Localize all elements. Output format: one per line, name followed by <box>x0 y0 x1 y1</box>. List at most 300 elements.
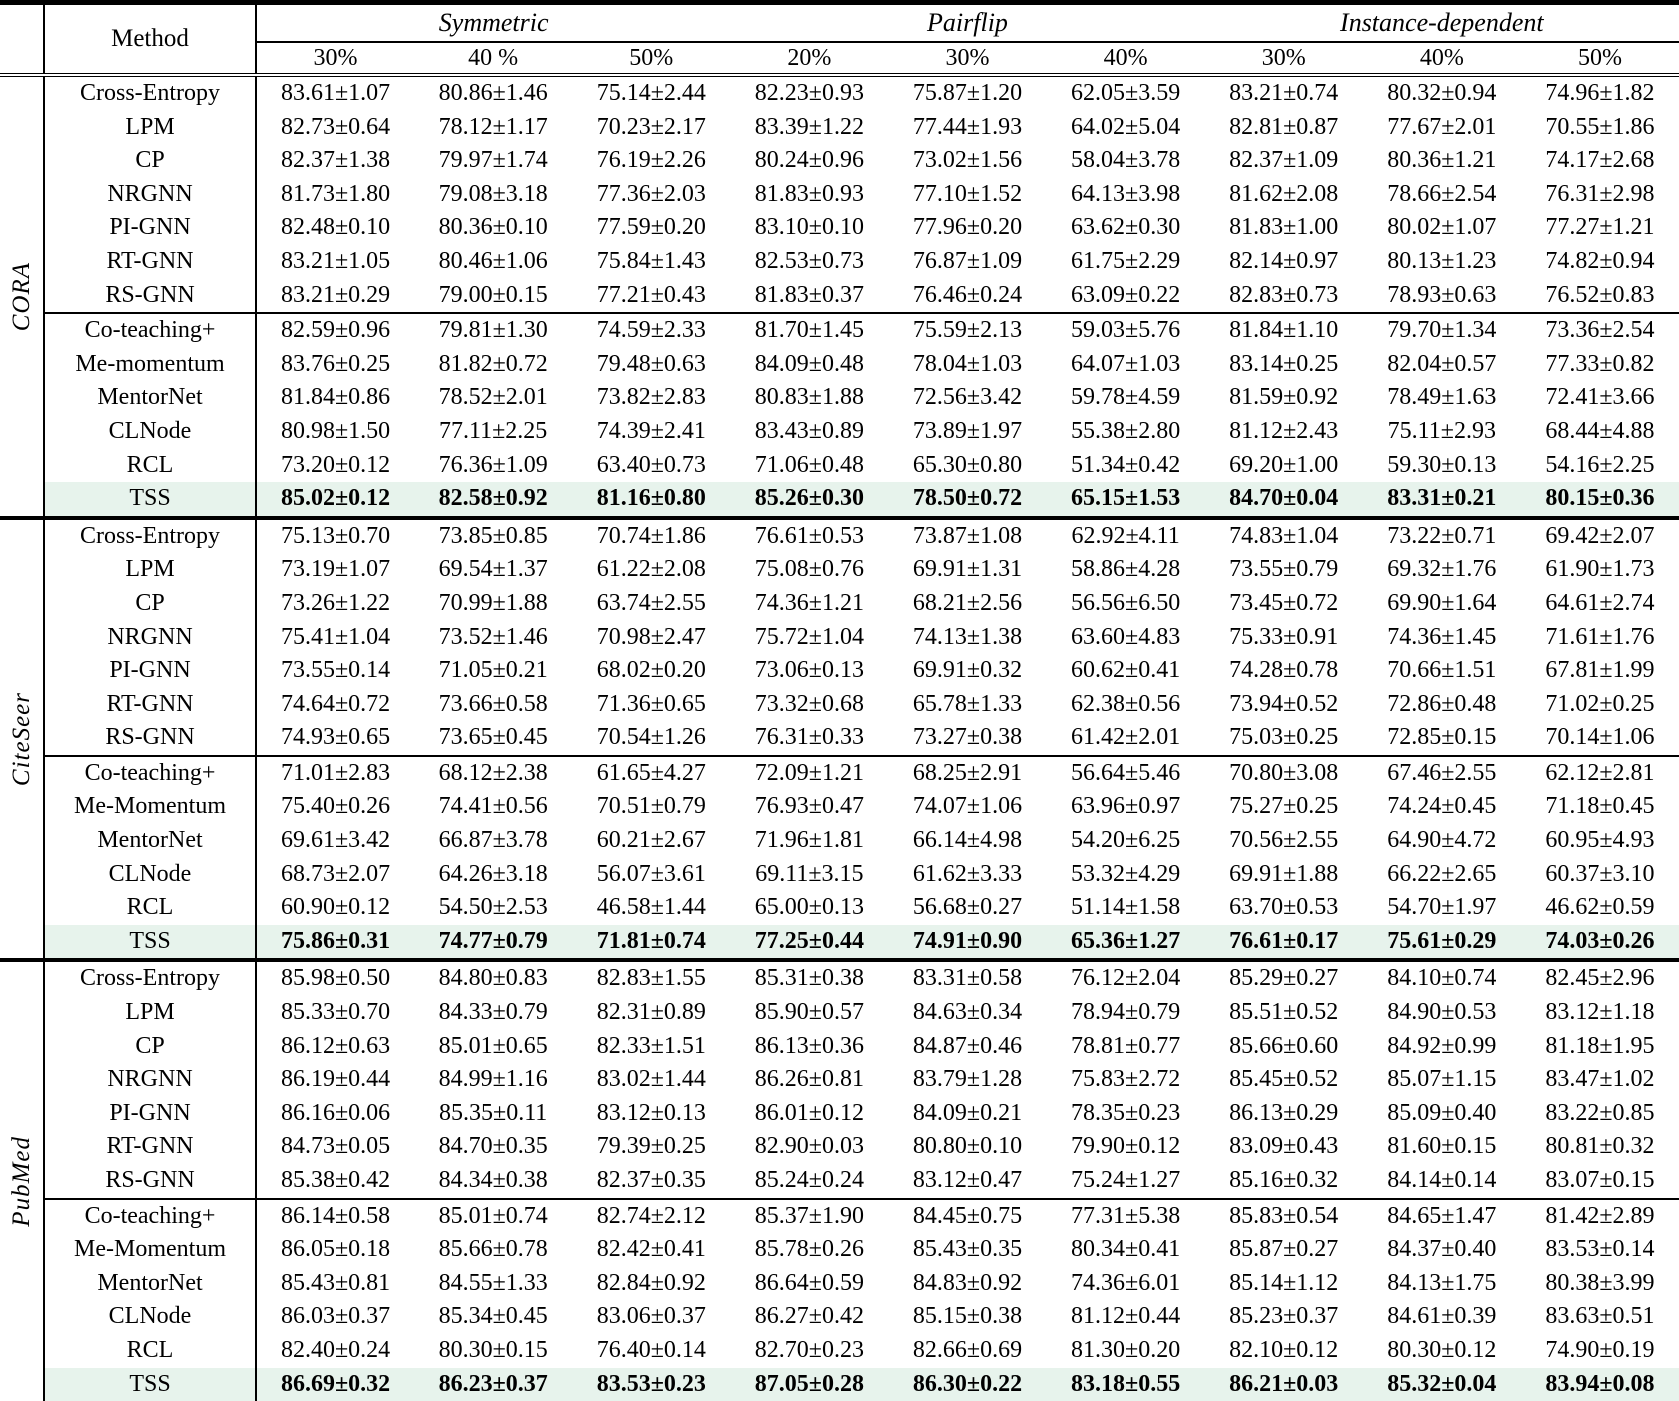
cell-value: 83.12±0.13 <box>596 1099 706 1126</box>
cell-value: 83.02±1.44 <box>596 1066 706 1093</box>
cell-value: 83.94±0.08 <box>1521 1368 1679 1401</box>
cell-value: 73.45±0.72 <box>1229 589 1339 616</box>
cell-value: 83.21±1.05 <box>280 247 391 274</box>
cell-value: 56.68±0.27 <box>912 894 1023 921</box>
cell-value: 56.07±3.61 <box>596 860 706 887</box>
table-row <box>0 1097 1679 1131</box>
cell-value: 82.04±0.57 <box>1387 350 1497 377</box>
cell-value: 46.58±1.44 <box>596 894 706 921</box>
cell-value: 85.38±0.42 <box>280 1167 391 1193</box>
cell-value: 80.30±0.15 <box>438 1336 548 1363</box>
cell-value: 82.53±0.73 <box>754 247 864 274</box>
cell-value: 79.70±1.34 <box>1363 313 1521 348</box>
cell-value: 74.03±0.26 <box>1521 925 1679 961</box>
col-header: 30% <box>888 42 1046 75</box>
cell-value: 82.48±0.10 <box>280 214 391 241</box>
method-name: Cross-Entropy <box>44 960 256 996</box>
cell-value: 73.06±0.13 <box>754 657 864 684</box>
cell-value: 86.30±0.22 <box>888 1368 1046 1401</box>
cell-value: 72.85±0.15 <box>1387 724 1497 751</box>
cell-value: 74.64±0.72 <box>280 690 391 717</box>
cell-value: 81.59±0.92 <box>1229 384 1339 411</box>
col-header: 40% <box>1363 42 1521 75</box>
cell-value: 55.38±2.80 <box>1071 417 1181 444</box>
cell-value: 77.96±0.20 <box>912 214 1023 241</box>
cell-value: 85.24±0.24 <box>754 1167 864 1193</box>
cell-value: 84.65±1.47 <box>1363 1199 1521 1234</box>
table-row <box>0 891 1679 925</box>
cell-value: 78.66±2.54 <box>1387 180 1497 207</box>
cell-value: 73.66±0.58 <box>438 690 548 717</box>
cell-value: 82.74±2.12 <box>572 1199 730 1234</box>
method-name: Cross-Entropy <box>44 518 256 554</box>
method-name: CP <box>44 587 256 621</box>
cell-value: 82.14±0.97 <box>1229 247 1339 274</box>
cell-value: 64.02±5.04 <box>1071 113 1181 140</box>
cell-value: 85.26±0.30 <box>730 482 888 518</box>
method-name: CP <box>44 144 256 178</box>
cell-value: 78.93±0.63 <box>1387 281 1497 308</box>
cell-value: 54.70±1.97 <box>1387 894 1497 921</box>
cell-value: 73.55±0.14 <box>280 657 391 684</box>
cell-value: 82.10±0.12 <box>1229 1336 1339 1363</box>
cell-value: 81.12±0.44 <box>1071 1303 1181 1330</box>
cell-value: 86.23±0.37 <box>414 1368 572 1401</box>
cell-value: 60.90±0.12 <box>280 894 391 921</box>
cell-value: 71.02±0.25 <box>1545 690 1655 717</box>
cell-value: 73.85±0.85 <box>414 518 572 554</box>
cell-value: 73.55±0.79 <box>1229 556 1339 583</box>
cell-value: 85.15±0.38 <box>912 1303 1023 1330</box>
cell-value: 75.13±0.70 <box>256 518 414 554</box>
cell-value: 80.83±1.88 <box>754 384 864 411</box>
cell-value: 73.52±1.46 <box>438 623 548 650</box>
cell-value: 73.87±1.08 <box>888 518 1046 554</box>
cell-value: 78.12±1.17 <box>438 113 548 140</box>
table-row <box>0 482 1679 518</box>
table-row <box>0 1130 1679 1164</box>
cell-value: 85.14±1.12 <box>1229 1269 1339 1296</box>
cell-value: 83.76±0.25 <box>280 350 391 377</box>
cell-value: 83.14±0.25 <box>1229 350 1339 377</box>
cell-value: 83.12±0.47 <box>912 1167 1023 1193</box>
cell-value: 62.12±2.81 <box>1521 756 1679 791</box>
cell-value: 70.23±2.17 <box>596 113 706 140</box>
cell-value: 73.27±0.38 <box>912 724 1023 751</box>
cell-value: 78.94±0.79 <box>1071 999 1181 1026</box>
cell-value: 83.07±0.15 <box>1545 1167 1655 1193</box>
cell-value: 70.51±0.79 <box>596 793 706 820</box>
cell-value: 82.58±0.92 <box>414 482 572 518</box>
cell-value: 74.17±2.68 <box>1545 147 1655 174</box>
table-row <box>0 688 1679 722</box>
cell-value: 73.32±0.68 <box>754 690 864 717</box>
cell-value: 65.78±1.33 <box>912 690 1023 717</box>
cell-value: 83.53±0.23 <box>572 1368 730 1401</box>
cell-value: 77.31±5.38 <box>1047 1199 1205 1234</box>
dataset-block-citeseer <box>0 518 1679 961</box>
cell-value: 84.83±0.92 <box>912 1269 1023 1296</box>
cell-value: 86.13±0.36 <box>754 1032 864 1059</box>
cell-value: 85.98±0.50 <box>256 960 414 996</box>
cell-value: 82.83±1.55 <box>572 960 730 996</box>
cell-value: 79.90±0.12 <box>1071 1133 1181 1160</box>
cell-value: 81.70±1.45 <box>730 313 888 348</box>
cell-value: 83.31±0.58 <box>888 960 1046 996</box>
cell-value: 80.30±0.12 <box>1387 1336 1497 1363</box>
cell-value: 86.26±0.81 <box>754 1066 864 1093</box>
method-name: TSS <box>44 1368 256 1401</box>
cell-value: 61.65±4.27 <box>572 756 730 791</box>
cell-value: 83.61±1.07 <box>280 80 391 106</box>
cell-value: 65.00±0.13 <box>754 894 864 921</box>
cell-value: 84.33±0.79 <box>438 999 548 1026</box>
cell-value: 82.90±0.03 <box>754 1133 864 1160</box>
cell-value: 84.80±0.83 <box>414 960 572 996</box>
cell-value: 73.26±1.22 <box>280 589 391 616</box>
method-name: PI-GNN <box>44 211 256 245</box>
cell-value: 51.34±0.42 <box>1071 451 1181 478</box>
cell-value: 81.84±0.86 <box>280 384 391 411</box>
cell-value: 82.66±0.69 <box>912 1336 1023 1363</box>
cell-value: 69.54±1.37 <box>438 556 548 583</box>
method-name: Me-Momentum <box>44 1233 256 1267</box>
cell-value: 74.93±0.65 <box>280 724 391 751</box>
cell-value: 84.14±0.14 <box>1387 1167 1497 1193</box>
cell-value: 74.59±2.33 <box>572 313 730 348</box>
cell-value: 81.30±0.20 <box>1071 1336 1181 1363</box>
table-row <box>0 1267 1679 1301</box>
cell-value: 81.83±0.93 <box>754 180 864 207</box>
cell-value: 58.86±4.28 <box>1071 556 1181 583</box>
cell-value: 73.82±2.83 <box>596 384 706 411</box>
cell-value: 85.83±0.54 <box>1205 1199 1363 1234</box>
cell-value: 80.36±1.21 <box>1387 147 1497 174</box>
cell-value: 77.27±1.21 <box>1545 214 1655 241</box>
cell-value: 68.12±2.38 <box>414 756 572 791</box>
col-header: 30% <box>1205 42 1363 75</box>
method-name: CLNode <box>44 1300 256 1334</box>
cell-value: 60.21±2.67 <box>596 827 706 854</box>
cell-value: 84.45±0.75 <box>888 1199 1046 1234</box>
cell-value: 77.36±2.03 <box>596 180 706 207</box>
cell-value: 77.25±0.44 <box>730 925 888 961</box>
cell-value: 79.81±1.30 <box>414 313 572 348</box>
dataset-label-cell <box>0 518 44 961</box>
cell-value: 84.09±0.48 <box>754 350 864 377</box>
cell-value: 63.40±0.73 <box>596 451 706 478</box>
table-row <box>0 75 1679 111</box>
col-header: 50% <box>572 42 730 75</box>
cell-value: 78.50±0.72 <box>888 482 1046 518</box>
cell-value: 83.18±0.55 <box>1047 1368 1205 1401</box>
cell-value: 70.98±2.47 <box>596 623 706 650</box>
cell-value: 70.99±1.88 <box>438 589 548 616</box>
cell-value: 84.13±1.75 <box>1387 1269 1497 1296</box>
method-name: CLNode <box>44 415 256 449</box>
dataset-label: CORA <box>7 261 35 331</box>
cell-value: 80.13±1.23 <box>1387 247 1497 274</box>
cell-value: 61.75±2.29 <box>1071 247 1181 274</box>
cell-value: 61.62±3.33 <box>912 860 1023 887</box>
cell-value: 85.34±0.45 <box>438 1303 548 1330</box>
cell-value: 77.21±0.43 <box>596 281 706 308</box>
dataset-label-cell <box>0 75 44 518</box>
cell-value: 74.07±1.06 <box>912 793 1023 820</box>
cell-value: 84.55±1.33 <box>438 1269 548 1296</box>
cell-value: 71.61±1.76 <box>1545 623 1655 650</box>
table-row <box>0 654 1679 688</box>
cell-value: 84.70±0.04 <box>1205 482 1363 518</box>
cell-value: 76.52±0.83 <box>1545 281 1655 308</box>
cell-value: 85.01±0.65 <box>438 1032 548 1059</box>
table-row <box>0 1233 1679 1267</box>
method-name: Co-teaching+ <box>44 756 256 791</box>
cell-value: 85.33±0.70 <box>280 999 391 1026</box>
cell-value: 65.30±0.80 <box>912 451 1023 478</box>
cell-value: 73.22±0.71 <box>1363 518 1521 554</box>
cell-value: 80.02±1.07 <box>1387 214 1497 241</box>
cell-value: 63.09±0.22 <box>1071 281 1181 308</box>
cell-value: 62.38±0.56 <box>1071 690 1181 717</box>
cell-value: 85.90±0.57 <box>754 999 864 1026</box>
cell-value: 74.96±1.82 <box>1545 80 1655 106</box>
cell-value: 76.31±0.33 <box>754 724 864 751</box>
cell-value: 76.40±0.14 <box>596 1336 706 1363</box>
cell-value: 84.61±0.39 <box>1387 1303 1497 1330</box>
cell-value: 80.38±3.99 <box>1545 1269 1655 1296</box>
method-name: Me-momentum <box>44 348 256 382</box>
cell-value: 74.39±2.41 <box>596 417 706 444</box>
table-row <box>0 1199 1679 1234</box>
cell-value: 82.45±2.96 <box>1521 960 1679 996</box>
cell-value: 51.14±1.58 <box>1071 894 1181 921</box>
cell-value: 78.04±1.03 <box>912 350 1023 377</box>
cell-value: 70.54±1.26 <box>596 724 706 751</box>
cell-value: 61.42±2.01 <box>1071 724 1181 751</box>
cell-value: 71.05±0.21 <box>438 657 548 684</box>
cell-value: 75.14±2.44 <box>596 80 706 106</box>
dataset-label-cell <box>0 960 44 1401</box>
cell-value: 82.70±0.23 <box>754 1336 864 1363</box>
cell-value: 75.83±2.72 <box>1071 1066 1181 1093</box>
cell-value: 63.62±0.30 <box>1071 214 1181 241</box>
cell-value: 81.82±0.72 <box>438 350 548 377</box>
cell-value: 63.74±2.55 <box>596 589 706 616</box>
table-row <box>0 756 1679 791</box>
cell-value: 84.73±0.05 <box>280 1133 391 1160</box>
cell-value: 80.81±0.32 <box>1545 1133 1655 1160</box>
cell-value: 77.10±1.52 <box>912 180 1023 207</box>
cell-value: 69.91±0.32 <box>912 657 1023 684</box>
col-header: 40% <box>1047 42 1205 75</box>
cell-value: 86.13±0.29 <box>1229 1099 1339 1126</box>
cell-value: 84.37±0.40 <box>1387 1236 1497 1263</box>
dataset-label: PubMed <box>7 1136 35 1228</box>
cell-value: 67.81±1.99 <box>1545 657 1655 684</box>
cell-value: 82.31±0.89 <box>596 999 706 1026</box>
cell-value: 66.22±2.65 <box>1387 860 1497 887</box>
cell-value: 74.41±0.56 <box>438 793 548 820</box>
cell-value: 70.55±1.86 <box>1545 113 1655 140</box>
table-row <box>0 415 1679 449</box>
method-name: NRGNN <box>44 1063 256 1097</box>
cell-value: 85.29±0.27 <box>1205 960 1363 996</box>
method-name: NRGNN <box>44 621 256 655</box>
cell-value: 81.12±2.43 <box>1229 417 1339 444</box>
cell-value: 69.32±1.76 <box>1387 556 1497 583</box>
cell-value: 86.21±0.03 <box>1205 1368 1363 1401</box>
cell-value: 75.61±0.29 <box>1363 925 1521 961</box>
cell-value: 83.53±0.14 <box>1545 1236 1655 1263</box>
method-name: RT-GNN <box>44 688 256 722</box>
cell-value: 71.18±0.45 <box>1545 793 1655 820</box>
cell-value: 82.37±1.38 <box>280 147 391 174</box>
method-header: Method <box>44 3 256 76</box>
cell-value: 79.97±1.74 <box>438 147 548 174</box>
table-row <box>0 178 1679 212</box>
cell-value: 75.41±1.04 <box>280 623 391 650</box>
cell-value: 73.02±1.56 <box>912 147 1023 174</box>
cell-value: 85.16±0.32 <box>1229 1167 1339 1193</box>
cell-value: 83.47±1.02 <box>1545 1066 1655 1093</box>
cell-value: 77.67±2.01 <box>1387 113 1497 140</box>
cell-value: 82.33±1.51 <box>596 1032 706 1059</box>
cell-value: 54.50±2.53 <box>438 894 548 921</box>
cell-value: 82.37±1.09 <box>1229 147 1339 174</box>
method-name: PI-GNN <box>44 1097 256 1131</box>
cell-value: 83.21±0.74 <box>1229 80 1339 106</box>
cell-value: 80.34±0.41 <box>1071 1236 1181 1263</box>
cell-value: 83.09±0.43 <box>1229 1133 1339 1160</box>
method-name: RS-GNN <box>44 279 256 314</box>
cell-value: 71.81±0.74 <box>572 925 730 961</box>
cell-value: 81.83±0.37 <box>754 281 864 308</box>
table-row <box>0 621 1679 655</box>
cell-value: 85.09±0.40 <box>1387 1099 1497 1126</box>
cell-value: 65.36±1.27 <box>1047 925 1205 961</box>
cell-value: 82.42±0.41 <box>596 1236 706 1263</box>
group-header-symmetric: Symmetric <box>256 3 730 43</box>
col-header: 30% <box>256 42 414 75</box>
cell-value: 63.96±0.97 <box>1071 793 1181 820</box>
cell-value: 69.20±1.00 <box>1229 451 1339 478</box>
cell-value: 86.64±0.59 <box>754 1269 864 1296</box>
cell-value: 82.81±0.87 <box>1229 113 1339 140</box>
cell-value: 79.00±0.15 <box>438 281 548 308</box>
cell-value: 80.32±0.94 <box>1387 80 1497 106</box>
method-name: NRGNN <box>44 178 256 212</box>
cell-value: 73.36±2.54 <box>1521 313 1679 348</box>
cell-value: 60.95±4.93 <box>1545 827 1655 854</box>
cell-value: 76.87±1.09 <box>912 247 1023 274</box>
table-row <box>0 279 1679 314</box>
cell-value: 80.24±0.96 <box>754 147 864 174</box>
table-row <box>0 144 1679 178</box>
table-row <box>0 960 1679 996</box>
cell-value: 83.43±0.89 <box>754 417 864 444</box>
method-name: TSS <box>44 925 256 961</box>
cell-value: 74.83±1.04 <box>1205 518 1363 554</box>
cell-value: 85.35±0.11 <box>439 1099 548 1126</box>
cell-value: 75.03±0.25 <box>1229 724 1339 751</box>
cell-value: 64.90±4.72 <box>1387 827 1497 854</box>
cell-value: 85.43±0.81 <box>280 1269 391 1296</box>
cell-value: 86.14±0.58 <box>256 1199 414 1234</box>
method-name: Co-teaching+ <box>44 1199 256 1234</box>
cell-value: 66.14±4.98 <box>912 827 1023 854</box>
cell-value: 81.83±1.00 <box>1229 214 1339 241</box>
table-row <box>0 111 1679 145</box>
cell-value: 83.63±0.51 <box>1545 1303 1655 1330</box>
cell-value: 74.13±1.38 <box>912 623 1023 650</box>
table-row <box>0 1164 1679 1199</box>
method-name: MentorNet <box>44 1267 256 1301</box>
cell-value: 81.73±1.80 <box>280 180 391 207</box>
table-row <box>0 721 1679 756</box>
cell-value: 81.16±0.80 <box>572 482 730 518</box>
cell-value: 84.99±1.16 <box>438 1066 548 1093</box>
cell-value: 86.12±0.63 <box>280 1032 391 1059</box>
table-row <box>0 381 1679 415</box>
cell-value: 84.90±0.53 <box>1387 999 1497 1026</box>
cell-value: 86.19±0.44 <box>280 1066 391 1093</box>
cell-value: 85.66±0.60 <box>1229 1032 1339 1059</box>
cell-value: 85.45±0.52 <box>1229 1066 1339 1093</box>
method-name: RCL <box>44 1334 256 1368</box>
cell-value: 77.59±0.20 <box>596 214 706 241</box>
cell-value: 70.80±3.08 <box>1205 756 1363 791</box>
method-name: LPM <box>44 996 256 1030</box>
cell-value: 74.28±0.78 <box>1229 657 1339 684</box>
table-header <box>0 3 1679 76</box>
cell-value: 75.27±0.25 <box>1229 793 1339 820</box>
cell-value: 66.87±3.78 <box>438 827 548 854</box>
cell-value: 75.40±0.26 <box>280 793 391 820</box>
cell-value: 63.60±4.83 <box>1071 623 1181 650</box>
cell-value: 84.10±0.74 <box>1363 960 1521 996</box>
cell-value: 73.65±0.45 <box>438 724 548 751</box>
cell-value: 54.16±2.25 <box>1545 451 1655 478</box>
cell-value: 61.90±1.73 <box>1545 556 1655 583</box>
cell-value: 76.12±2.04 <box>1047 960 1205 996</box>
cell-value: 79.39±0.25 <box>596 1133 706 1160</box>
cell-value: 82.73±0.64 <box>280 113 391 140</box>
group-header-instance-dependent: Instance-dependent <box>1205 3 1679 43</box>
table-row <box>0 449 1679 483</box>
table-row <box>0 211 1679 245</box>
cell-value: 71.06±0.48 <box>754 451 864 478</box>
cell-value: 74.24±0.45 <box>1387 793 1497 820</box>
group-header-pairflip: Pairflip <box>730 3 1204 43</box>
cell-value: 67.46±2.55 <box>1363 756 1521 791</box>
cell-value: 82.40±0.24 <box>280 1336 391 1363</box>
method-name: Me-Momentum <box>44 790 256 824</box>
cell-value: 69.90±1.64 <box>1387 589 1497 616</box>
cell-value: 85.78±0.26 <box>754 1236 864 1263</box>
cell-value: 83.06±0.37 <box>596 1303 706 1330</box>
cell-value: 69.91±1.31 <box>912 556 1023 583</box>
col-header: 40 % <box>414 42 572 75</box>
cell-value: 76.93±0.47 <box>754 793 864 820</box>
cell-value: 60.37±3.10 <box>1545 860 1655 887</box>
method-name: LPM <box>44 553 256 587</box>
cell-value: 68.21±2.56 <box>912 589 1023 616</box>
method-name: TSS <box>44 482 256 518</box>
cell-value: 78.81±0.77 <box>1071 1032 1181 1059</box>
cell-value: 83.10±0.10 <box>754 214 864 241</box>
cell-value: 80.86±1.46 <box>438 80 548 106</box>
